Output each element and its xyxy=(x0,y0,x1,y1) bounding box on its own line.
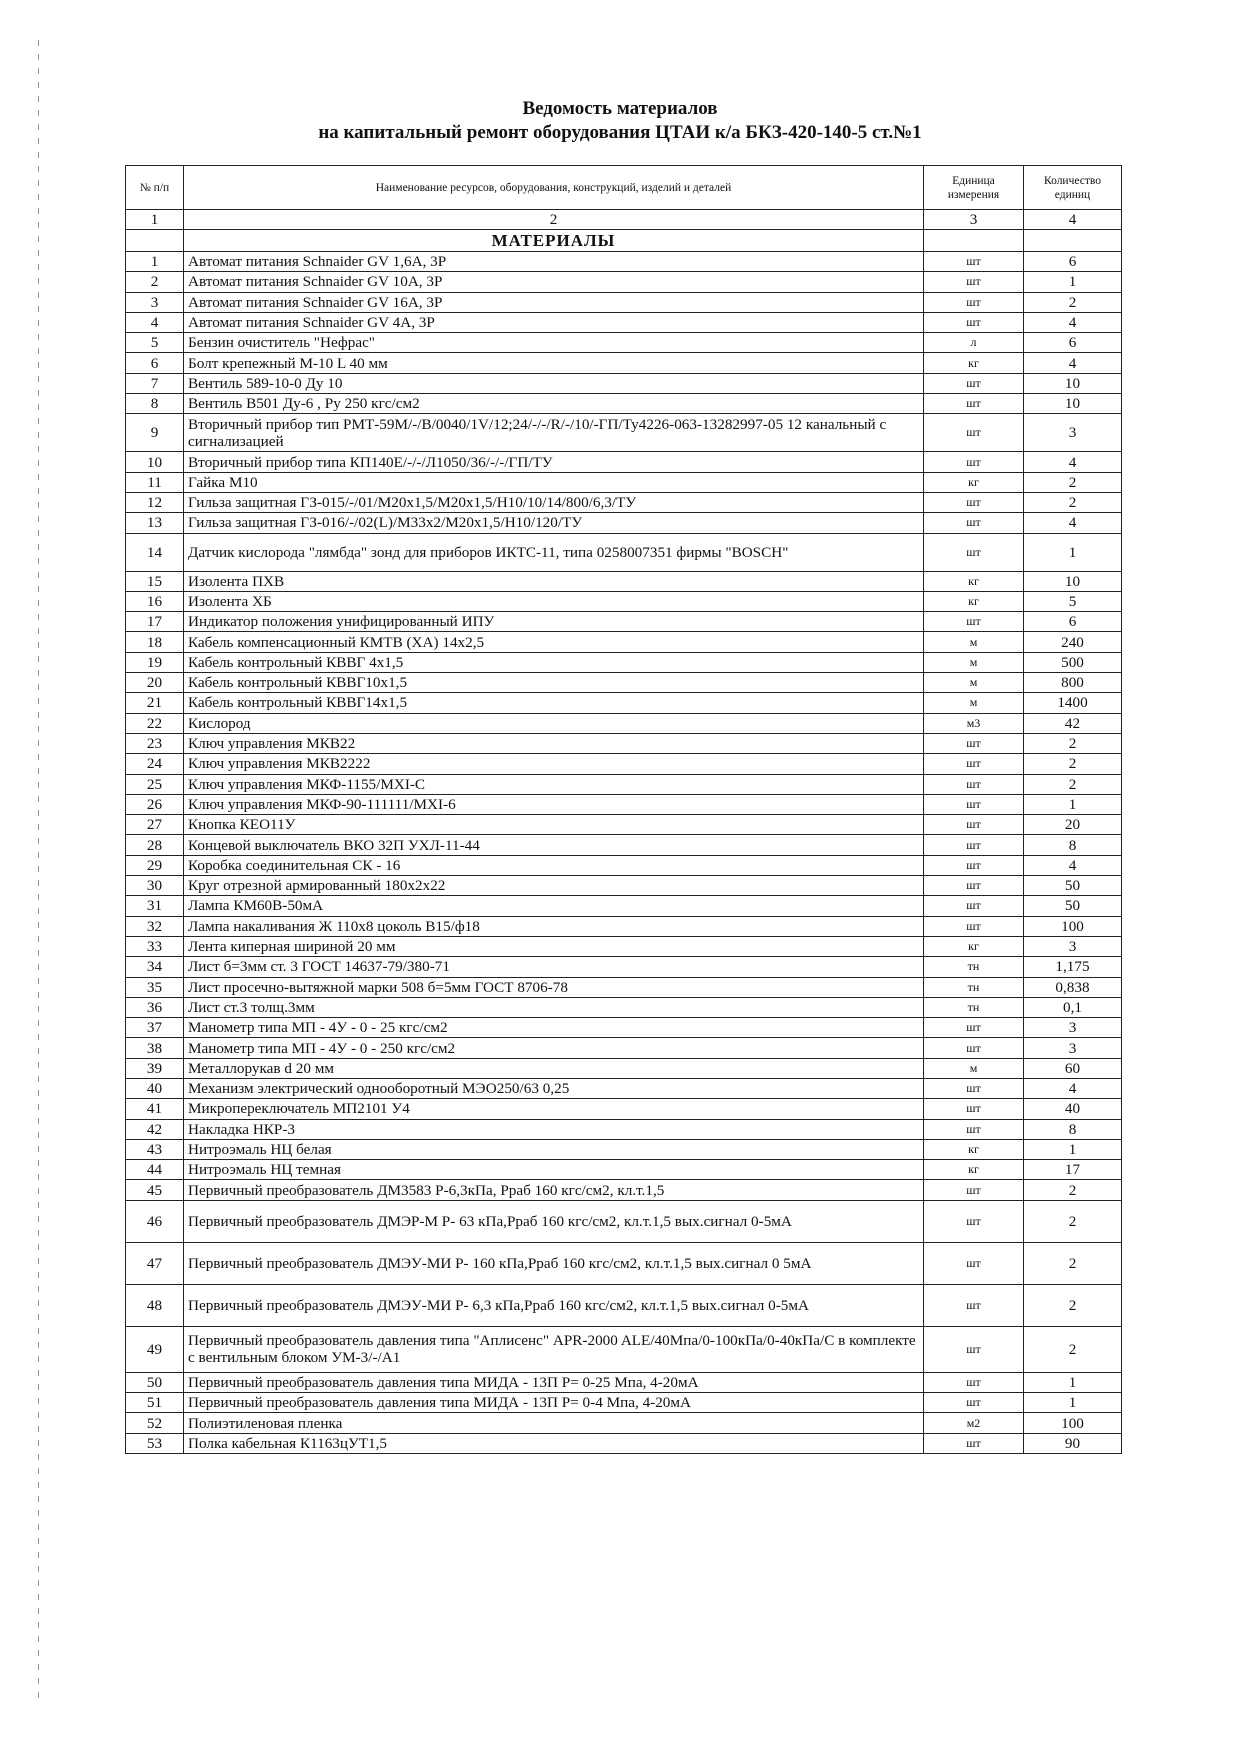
row-unit: шт xyxy=(924,855,1024,875)
table-row xyxy=(126,353,1122,373)
table-row xyxy=(126,1200,1122,1242)
row-name: Ключ управления МКФ-90-111111/МХI-6 xyxy=(184,794,924,814)
row-qty: 20 xyxy=(1024,815,1122,835)
row-unit: шт xyxy=(924,452,1024,472)
row-unit: шт xyxy=(924,1284,1024,1326)
row-name: Первичный преобразователь давления типа МИДА - 13П Р= 0-4 Мпа, 4-20мА xyxy=(184,1393,924,1413)
row-number: 25 xyxy=(126,774,184,794)
row-number: 47 xyxy=(126,1242,184,1284)
row-qty: 3 xyxy=(1024,414,1122,452)
row-unit: м xyxy=(924,693,1024,713)
row-qty: 4 xyxy=(1024,312,1122,332)
row-number: 5 xyxy=(126,333,184,353)
row-number: 53 xyxy=(126,1433,184,1453)
table-row xyxy=(126,1139,1122,1159)
row-number: 44 xyxy=(126,1160,184,1180)
row-unit: шт xyxy=(924,1242,1024,1284)
row-unit: шт xyxy=(924,612,1024,632)
table-row xyxy=(126,1284,1122,1326)
row-qty: 6 xyxy=(1024,333,1122,353)
table-row xyxy=(126,673,1122,693)
table-row xyxy=(126,957,1122,977)
row-unit: шт xyxy=(924,754,1024,774)
row-name: Первичный преобразователь давления типа МИДА - 13П Р= 0-25 Мпа, 4-20мА xyxy=(184,1372,924,1392)
row-number: 4 xyxy=(126,312,184,332)
row-qty: 4 xyxy=(1024,1078,1122,1098)
row-qty: 4 xyxy=(1024,513,1122,533)
row-qty: 8 xyxy=(1024,835,1122,855)
table-row xyxy=(126,1119,1122,1139)
row-qty: 2 xyxy=(1024,292,1122,312)
row-qty: 4 xyxy=(1024,353,1122,373)
row-qty: 2 xyxy=(1024,492,1122,512)
row-number: 33 xyxy=(126,936,184,956)
table-row xyxy=(126,1099,1122,1119)
row-name: Манометр типа МП - 4У - 0 - 250 кгс/см2 xyxy=(184,1038,924,1058)
row-unit: шт xyxy=(924,1326,1024,1372)
row-number: 11 xyxy=(126,472,184,492)
row-unit: шт xyxy=(924,1078,1024,1098)
row-unit: шт xyxy=(924,394,1024,414)
row-qty: 2 xyxy=(1024,472,1122,492)
row-name: Лист ст.3 толщ.3мм xyxy=(184,997,924,1017)
row-name: Автомат питания Schnaider GV 1,6А, 3P xyxy=(184,252,924,272)
row-number: 26 xyxy=(126,794,184,814)
table-row xyxy=(126,896,1122,916)
table-row xyxy=(126,977,1122,997)
row-unit: шт xyxy=(924,815,1024,835)
section-empty-cell xyxy=(1024,230,1122,252)
table-row xyxy=(126,394,1122,414)
row-qty: 3 xyxy=(1024,1018,1122,1038)
row-unit: кг xyxy=(924,353,1024,373)
row-number: 52 xyxy=(126,1413,184,1433)
row-name: Кабель контрольный КВВГ10х1,5 xyxy=(184,673,924,693)
row-name: Первичный преобразователь ДМЭУ-МИ Р- 160 кПа,Рраб 160 кгс/см2, кл.т.1,5 вых.сигнал 0 5мА xyxy=(184,1242,924,1284)
row-name: Коробка соединительная СК - 16 xyxy=(184,855,924,875)
row-number: 35 xyxy=(126,977,184,997)
row-number: 28 xyxy=(126,835,184,855)
table-row xyxy=(126,333,1122,353)
row-name: Полиэтиленовая пленка xyxy=(184,1413,924,1433)
row-number: 46 xyxy=(126,1200,184,1242)
row-qty: 1400 xyxy=(1024,693,1122,713)
row-unit: кг xyxy=(924,936,1024,956)
header-row xyxy=(126,166,1122,210)
row-qty: 0,1 xyxy=(1024,997,1122,1017)
row-name: Лампа КМ60В-50мА xyxy=(184,896,924,916)
table-row xyxy=(126,1078,1122,1098)
row-qty: 6 xyxy=(1024,612,1122,632)
row-number: 15 xyxy=(126,571,184,591)
row-name: Лампа накаливания Ж 110х8 цоколь В15/ф18 xyxy=(184,916,924,936)
row-unit: шт xyxy=(924,1038,1024,1058)
row-qty: 2 xyxy=(1024,1284,1122,1326)
row-unit: тн xyxy=(924,957,1024,977)
row-name: Первичный преобразователь ДМ3583 Р-6,3кПа, Рраб 160 кгс/см2, кл.т.1,5 xyxy=(184,1180,924,1200)
row-unit: кг xyxy=(924,1139,1024,1159)
index-cell: 2 xyxy=(184,210,924,230)
row-qty: 90 xyxy=(1024,1433,1122,1453)
row-qty: 17 xyxy=(1024,1160,1122,1180)
row-number: 32 xyxy=(126,916,184,936)
table-row xyxy=(126,713,1122,733)
row-number: 31 xyxy=(126,896,184,916)
row-name: Лист б=3мм ст. 3 ГОСТ 14637-79/380-71 xyxy=(184,957,924,977)
row-unit: шт xyxy=(924,835,1024,855)
row-name: Манометр типа МП - 4У - 0 - 25 кгс/см2 xyxy=(184,1018,924,1038)
row-qty: 1 xyxy=(1024,1139,1122,1159)
row-qty: 0,838 xyxy=(1024,977,1122,997)
row-qty: 50 xyxy=(1024,876,1122,896)
table-row xyxy=(126,794,1122,814)
row-number: 17 xyxy=(126,612,184,632)
row-name: Первичный преобразователь ДМЭР-М Р- 63 кПа,Рраб 160 кгс/см2, кл.т.1,5 вых.сигнал 0-5мА xyxy=(184,1200,924,1242)
row-name: Нитроэмаль НЦ белая xyxy=(184,1139,924,1159)
row-unit: шт xyxy=(924,794,1024,814)
row-number: 34 xyxy=(126,957,184,977)
table-row xyxy=(126,997,1122,1017)
header-qty: Количество единиц xyxy=(1024,166,1122,210)
row-qty: 500 xyxy=(1024,652,1122,672)
row-number: 12 xyxy=(126,492,184,512)
table-row xyxy=(126,876,1122,896)
row-number: 27 xyxy=(126,815,184,835)
row-qty: 8 xyxy=(1024,1119,1122,1139)
row-unit: шт xyxy=(924,252,1024,272)
row-qty: 4 xyxy=(1024,855,1122,875)
row-unit: шт xyxy=(924,1180,1024,1200)
row-name: Вторичный прибор типа КП140Е/-/-/Л1050/36/-/-/ГП/ТУ xyxy=(184,452,924,472)
row-number: 16 xyxy=(126,591,184,611)
row-qty: 100 xyxy=(1024,1413,1122,1433)
section-empty-cell xyxy=(126,230,184,252)
table-row xyxy=(126,1372,1122,1392)
row-number: 6 xyxy=(126,353,184,373)
table-row xyxy=(126,513,1122,533)
row-unit: шт xyxy=(924,492,1024,512)
row-name: Кабель контрольный КВВГ14х1,5 xyxy=(184,693,924,713)
index-row xyxy=(126,210,1122,230)
scan-margin-line xyxy=(38,40,39,1700)
materials-table xyxy=(125,165,1122,1454)
row-unit: м2 xyxy=(924,1413,1024,1433)
table-row xyxy=(126,571,1122,591)
row-unit: кг xyxy=(924,472,1024,492)
table-row xyxy=(126,1242,1122,1284)
row-number: 21 xyxy=(126,693,184,713)
table-row xyxy=(126,533,1122,571)
row-qty: 2 xyxy=(1024,1180,1122,1200)
row-unit: шт xyxy=(924,292,1024,312)
row-qty: 2 xyxy=(1024,1200,1122,1242)
header-name: Наименование ресурсов, оборудования, конструкций, изделий и деталей xyxy=(184,166,924,210)
row-qty: 800 xyxy=(1024,673,1122,693)
row-number: 8 xyxy=(126,394,184,414)
row-name: Изолента ХБ xyxy=(184,591,924,611)
row-name: Первичный преобразователь давления типа "Аплисенс" APR-2000 ALE/40Мпа/0-100кПа/0-40кПа/С в комплекте с вентильным блоком УМ-3/-/А1 xyxy=(184,1326,924,1372)
row-qty: 2 xyxy=(1024,1242,1122,1284)
row-name: Изолента ПХВ xyxy=(184,571,924,591)
row-number: 9 xyxy=(126,414,184,452)
row-qty: 10 xyxy=(1024,394,1122,414)
row-unit: кг xyxy=(924,1160,1024,1180)
row-unit: шт xyxy=(924,896,1024,916)
table-row xyxy=(126,1433,1122,1453)
index-cell: 3 xyxy=(924,210,1024,230)
row-unit: шт xyxy=(924,1018,1024,1038)
row-number: 40 xyxy=(126,1078,184,1098)
row-name: Автомат питания Schnaider GV 10А, 3P xyxy=(184,272,924,292)
row-qty: 240 xyxy=(1024,632,1122,652)
row-name: Ключ управления МКФ-1155/МХI-С xyxy=(184,774,924,794)
row-unit: шт xyxy=(924,1119,1024,1139)
row-number: 39 xyxy=(126,1058,184,1078)
row-unit: шт xyxy=(924,876,1024,896)
row-name: Лист просечно-вытяжной марки 508 б=5мм ГОСТ 8706-78 xyxy=(184,977,924,997)
row-number: 19 xyxy=(126,652,184,672)
table-row xyxy=(126,292,1122,312)
row-number: 3 xyxy=(126,292,184,312)
row-qty: 42 xyxy=(1024,713,1122,733)
row-number: 36 xyxy=(126,997,184,1017)
row-name: Вентиль В501 Ду-6 , Ру 250 кгс/см2 xyxy=(184,394,924,414)
row-name: Металлорукав d 20 мм xyxy=(184,1058,924,1078)
row-name: Концевой выключатель ВКО 32П УХЛ-11-44 xyxy=(184,835,924,855)
row-unit: шт xyxy=(924,312,1024,332)
table-row xyxy=(126,1326,1122,1372)
row-name: Кислород xyxy=(184,713,924,733)
row-qty: 6 xyxy=(1024,252,1122,272)
row-number: 29 xyxy=(126,855,184,875)
row-qty: 1 xyxy=(1024,272,1122,292)
row-unit: м xyxy=(924,632,1024,652)
row-qty: 60 xyxy=(1024,1058,1122,1078)
table-row xyxy=(126,1160,1122,1180)
table-row xyxy=(126,1038,1122,1058)
row-number: 18 xyxy=(126,632,184,652)
row-unit: шт xyxy=(924,1372,1024,1392)
row-unit: шт xyxy=(924,774,1024,794)
row-name: Первичный преобразователь ДМЭУ-МИ Р- 6,3 кПа,Рраб 160 кгс/см2, кл.т.1,5 вых.сигнал 0-5мА xyxy=(184,1284,924,1326)
row-name: Микропереключатель МП2101 У4 xyxy=(184,1099,924,1119)
row-name: Индикатор положения унифицированный ИПУ xyxy=(184,612,924,632)
row-unit: шт xyxy=(924,272,1024,292)
table-row xyxy=(126,652,1122,672)
row-unit: м xyxy=(924,673,1024,693)
index-cell: 1 xyxy=(126,210,184,230)
row-qty: 1 xyxy=(1024,533,1122,571)
row-qty: 100 xyxy=(1024,916,1122,936)
row-unit: кг xyxy=(924,571,1024,591)
row-qty: 4 xyxy=(1024,452,1122,472)
table-row xyxy=(126,693,1122,713)
row-number: 14 xyxy=(126,533,184,571)
table-row xyxy=(126,1018,1122,1038)
row-unit: кг xyxy=(924,591,1024,611)
row-number: 37 xyxy=(126,1018,184,1038)
table-row xyxy=(126,414,1122,452)
row-name: Автомат питания Schnaider GV 4А, 3P xyxy=(184,312,924,332)
row-unit: шт xyxy=(924,414,1024,452)
row-name: Гильза защитная ГЗ-015/-/01/М20х1,5/М20х1,5/Н10/10/14/800/6,3/ТУ xyxy=(184,492,924,512)
header-num: № п/п xyxy=(126,166,184,210)
row-unit: шт xyxy=(924,373,1024,393)
row-unit: тн xyxy=(924,977,1024,997)
row-unit: шт xyxy=(924,533,1024,571)
row-unit: шт xyxy=(924,1433,1024,1453)
row-qty: 1,175 xyxy=(1024,957,1122,977)
table-row xyxy=(126,373,1122,393)
row-number: 41 xyxy=(126,1099,184,1119)
row-number: 30 xyxy=(126,876,184,896)
row-name: Гайка М10 xyxy=(184,472,924,492)
row-name: Накладка НКР-3 xyxy=(184,1119,924,1139)
section-empty-cell xyxy=(924,230,1024,252)
row-name: Гильза защитная ГЗ-016/-/02(L)/М33х2/М20х1,5/Н10/120/ТУ xyxy=(184,513,924,533)
document-title: Ведомость материалов xyxy=(522,98,718,119)
row-unit: м xyxy=(924,1058,1024,1078)
row-unit: шт xyxy=(924,1099,1024,1119)
row-name: Датчик кислорода "лямбда" зонд для приборов ИКТС-11, типа 0258007351 фирмы "BOSCH" xyxy=(184,533,924,571)
table-row xyxy=(126,591,1122,611)
row-number: 1 xyxy=(126,252,184,272)
table-row xyxy=(126,1180,1122,1200)
row-name: Круг отрезной армированный 180х2х22 xyxy=(184,876,924,896)
table-row xyxy=(126,272,1122,292)
document-subtitle: на капитальный ремонт оборудования ЦТАИ к/а БКЗ-420-140-5 ст.№1 xyxy=(318,122,922,143)
table-row xyxy=(126,312,1122,332)
row-name: Механизм электрический однооборотный МЭО250/63 0,25 xyxy=(184,1078,924,1098)
table-row xyxy=(126,632,1122,652)
row-number: 45 xyxy=(126,1180,184,1200)
table-row xyxy=(126,1058,1122,1078)
row-unit: шт xyxy=(924,513,1024,533)
row-name: Нитроэмаль НЦ темная xyxy=(184,1160,924,1180)
row-name: Кабель контрольный КВВГ 4х1,5 xyxy=(184,652,924,672)
row-number: 22 xyxy=(126,713,184,733)
table-row xyxy=(126,1393,1122,1413)
row-number: 50 xyxy=(126,1372,184,1392)
row-unit: шт xyxy=(924,1393,1024,1413)
table-row xyxy=(126,754,1122,774)
row-qty: 3 xyxy=(1024,936,1122,956)
row-qty: 2 xyxy=(1024,733,1122,753)
table-row xyxy=(126,815,1122,835)
row-number: 10 xyxy=(126,452,184,472)
row-qty: 3 xyxy=(1024,1038,1122,1058)
row-number: 2 xyxy=(126,272,184,292)
row-unit: м xyxy=(924,652,1024,672)
row-name: Кнопка КЕО11У xyxy=(184,815,924,835)
row-qty: 40 xyxy=(1024,1099,1122,1119)
row-number: 13 xyxy=(126,513,184,533)
row-name: Полка кабельная К1163цУТ1,5 xyxy=(184,1433,924,1453)
header-unit: Единица измерения xyxy=(924,166,1024,210)
table-row xyxy=(126,835,1122,855)
row-name: Вентиль 589-10-0 Ду 10 xyxy=(184,373,924,393)
row-unit: шт xyxy=(924,916,1024,936)
row-name: Ключ управления МКВ2222 xyxy=(184,754,924,774)
row-unit: л xyxy=(924,333,1024,353)
row-qty: 10 xyxy=(1024,571,1122,591)
row-qty: 1 xyxy=(1024,1372,1122,1392)
row-number: 24 xyxy=(126,754,184,774)
row-qty: 50 xyxy=(1024,896,1122,916)
row-name: Бензин очиститель "Нефрас" xyxy=(184,333,924,353)
row-qty: 1 xyxy=(1024,1393,1122,1413)
row-qty: 5 xyxy=(1024,591,1122,611)
row-name: Вторичный прибор тип РМТ-59М/-/В/0040/1V/12;24/-/-/R/-/10/-ГП/Ту4226-063-13282997-05 12 канальный с сигнализацией xyxy=(184,414,924,452)
index-cell: 4 xyxy=(1024,210,1122,230)
row-name: Болт крепежный М-10 L 40 мм xyxy=(184,353,924,373)
row-number: 51 xyxy=(126,1393,184,1413)
table-row xyxy=(126,855,1122,875)
table-row xyxy=(126,936,1122,956)
row-unit: шт xyxy=(924,733,1024,753)
table-row xyxy=(126,1413,1122,1433)
row-name: Лента киперная шириной 20 мм xyxy=(184,936,924,956)
row-unit: м3 xyxy=(924,713,1024,733)
row-number: 43 xyxy=(126,1139,184,1159)
table-row xyxy=(126,492,1122,512)
row-number: 42 xyxy=(126,1119,184,1139)
row-qty: 1 xyxy=(1024,794,1122,814)
row-name: Кабель компенсационный КМТВ (ХА) 14х2,5 xyxy=(184,632,924,652)
row-number: 48 xyxy=(126,1284,184,1326)
section-title: МАТЕРИАЛЫ xyxy=(184,230,924,252)
table-row xyxy=(126,733,1122,753)
row-number: 23 xyxy=(126,733,184,753)
row-qty: 2 xyxy=(1024,774,1122,794)
row-name: Автомат питания Schnaider GV 16А, 3P xyxy=(184,292,924,312)
row-number: 7 xyxy=(126,373,184,393)
table-row xyxy=(126,452,1122,472)
row-name: Ключ управления МКВ22 xyxy=(184,733,924,753)
section-row xyxy=(126,230,1122,252)
row-unit: тн xyxy=(924,997,1024,1017)
row-qty: 10 xyxy=(1024,373,1122,393)
row-qty: 2 xyxy=(1024,1326,1122,1372)
table-row xyxy=(126,774,1122,794)
table-row xyxy=(126,252,1122,272)
row-number: 20 xyxy=(126,673,184,693)
row-unit: шт xyxy=(924,1200,1024,1242)
row-number: 38 xyxy=(126,1038,184,1058)
row-qty: 2 xyxy=(1024,754,1122,774)
table-row xyxy=(126,916,1122,936)
table-row xyxy=(126,612,1122,632)
row-number: 49 xyxy=(126,1326,184,1372)
table-row xyxy=(126,472,1122,492)
